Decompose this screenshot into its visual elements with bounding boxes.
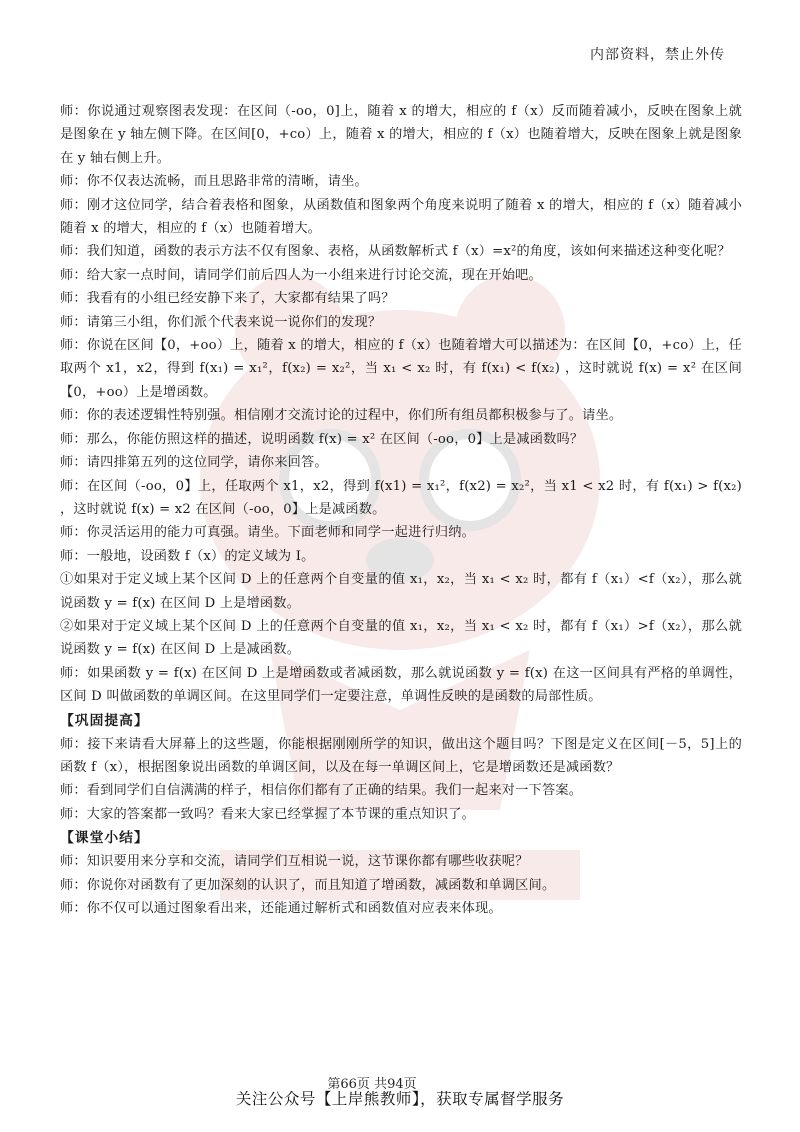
confidential-note: 内部资料，禁止外传 — [590, 47, 725, 63]
follow-account-banner: 关注公众号【上岸熊教师】，获取专属督学服务 — [235, 1090, 565, 1108]
dialogue-paragraph: 师：你说在区间【0，+oo）上，随着 x 的增大，相应的 f（x）也随着增大可以描述为：在区间【0，+co）上，任取两个 x1，x2，得到 f(x₁) = x₁²，f(x₂) = x₂²，当 x₁ < x₂ 时，有 f(x₁) < f(x₂) ，这时就说 f(x) = x² 在区间【0，+oo）上是增函数。 — [60, 338, 742, 400]
dialogue-paragraph: 师：我们知道，函数的表示方法不仅有图象、表格，从函数解析式 f（x）=x²的角度，该如何来描述这种变化呢？ — [60, 244, 731, 260]
dialogue-paragraph: 师：给大家一点时间，请同学们前后四人为一小组来进行讨论交流，现在开始吧。 — [60, 267, 542, 283]
dialogue-paragraph: 师：一般地，设函数 f（x）的定义域为 I。 — [60, 548, 315, 564]
dialogue-paragraph: 师：你不仅可以通过图象看出来，还能通过解析式和函数值对应表来体现。 — [60, 901, 502, 916]
lesson-content — [60, 100, 742, 920]
dialogue-paragraph: 师：你灵活运用的能力可真强。请坐。下面老师和同学一起进行归纳。 — [60, 525, 476, 541]
dialogue-paragraph: 师：刚才这位同学，结合着表格和图象，从函数值和图象两个角度来说明了随着 x 的增大，相应的 f（x）随着减小随着 x 的增大，相应的 f（x）也随着增大。 — [60, 197, 742, 237]
dialogue-paragraph: 师：请四排第五列的这位同学，请你来回答。 — [60, 455, 328, 471]
dialogue-paragraph: 师：你不仅表达流畅，而且思路非常的清晰，请坐。 — [60, 174, 368, 190]
section-title-consolidate: 【巩固提高】 — [60, 712, 149, 729]
dialogue-paragraph: 师：大家的答案都一致吗？看来大家已经掌握了本节课的重点知识了。 — [60, 806, 476, 822]
definition-increasing: ①如果对于定义域上某个区间 D 上的任意两个自变量的值 x₁，x₂，当 x₁ < x₂ 时，都有 f（x₁）<f（x₂），那么就说函数 y = f(x) 在区间 D 上是增函数。 — [60, 572, 742, 611]
dialogue-paragraph: 师：我看有的小组已经安静下来了，大家都有结果了吗？ — [60, 291, 395, 307]
dialogue-paragraph: 师：知识要用来分享和交流，请同学们互相说一说，这节课你都有哪些收获呢？ — [60, 854, 529, 870]
dialogue-paragraph: 师：那么，你能仿照这样的描述，说明函数 f(x) = x² 在区间（-oo，0】上是减函数吗？ — [60, 431, 584, 447]
dialogue-paragraph: 师：如果函数 y = f(x) 在区间 D 上是增函数或者减函数，那么就说函数 y = f(x) 在这一区间具有严格的单调性，区间 D 叫做函数的单调区间。在这里同学们一定要注意，单调性反映的是函数的局部性质。 — [60, 665, 742, 705]
dialogue-paragraph: 师：接下来请看大屏幕上的这些题，你能根据刚刚所学的知识，做出这个题目吗？下图是定义在区间[－5，5]上的函数 f（x），根据图象说出函数的单调区间，以及在每一单调区间上，它是增函数还是减函数？ — [60, 736, 742, 775]
dialogue-paragraph: 师：你的表述逻辑性特别强。相信刚才交流讨论的过程中，你们所有组员都积极参与了。请坐。 — [60, 408, 623, 424]
dialogue-paragraph: 师：你说你对函数有了更加深刻的认识了，而且知道了增函数，减函数和单调区间。 — [60, 877, 556, 893]
dialogue-paragraph: 师：你说通过观察图表发现：在区间（-oo，0]上，随着 x 的增大，相应的 f（x）反而随着减小，反映在图象上就是图象在 y 轴左侧下降。在区间[0，+co）上，随着 x 的增大，相应的 f（x）也随着增大，反映在图象上就是图象在 y 轴右侧上升。 — [60, 104, 742, 166]
definition-decreasing: ②如果对于定义域上某个区间 D 上的任意两个自变量的值 x₁，x₂，当 x₁ < x₂ 时，都有 f（x₁）>f（x₂），那么就说函数 y = f(x) 在区间 D 上是减函数。 — [60, 618, 742, 658]
section-title-summary: 【课堂小结】 — [60, 830, 149, 847]
dialogue-paragraph: 师：请第三小组，你们派个代表来说一说你们的发现？ — [60, 314, 382, 330]
page-number-text: 第66页 共94页 — [327, 1077, 417, 1092]
dialogue-paragraph: 师：在区间（-oo，0】上，任取两个 x1，x2，得到 f(x1) = x₁²，f(x2) = x₂²，当 x1 < x2 时，有 f(x₁) > f(x₂) ，这时就说 f(x) = x2 在区间（-oo，0】上是减函数。 — [60, 478, 742, 517]
dialogue-paragraph: 师：看到同学们自信满满的样子，相信你们都有了正确的结果。我们一起来对一下答案。 — [60, 783, 583, 799]
